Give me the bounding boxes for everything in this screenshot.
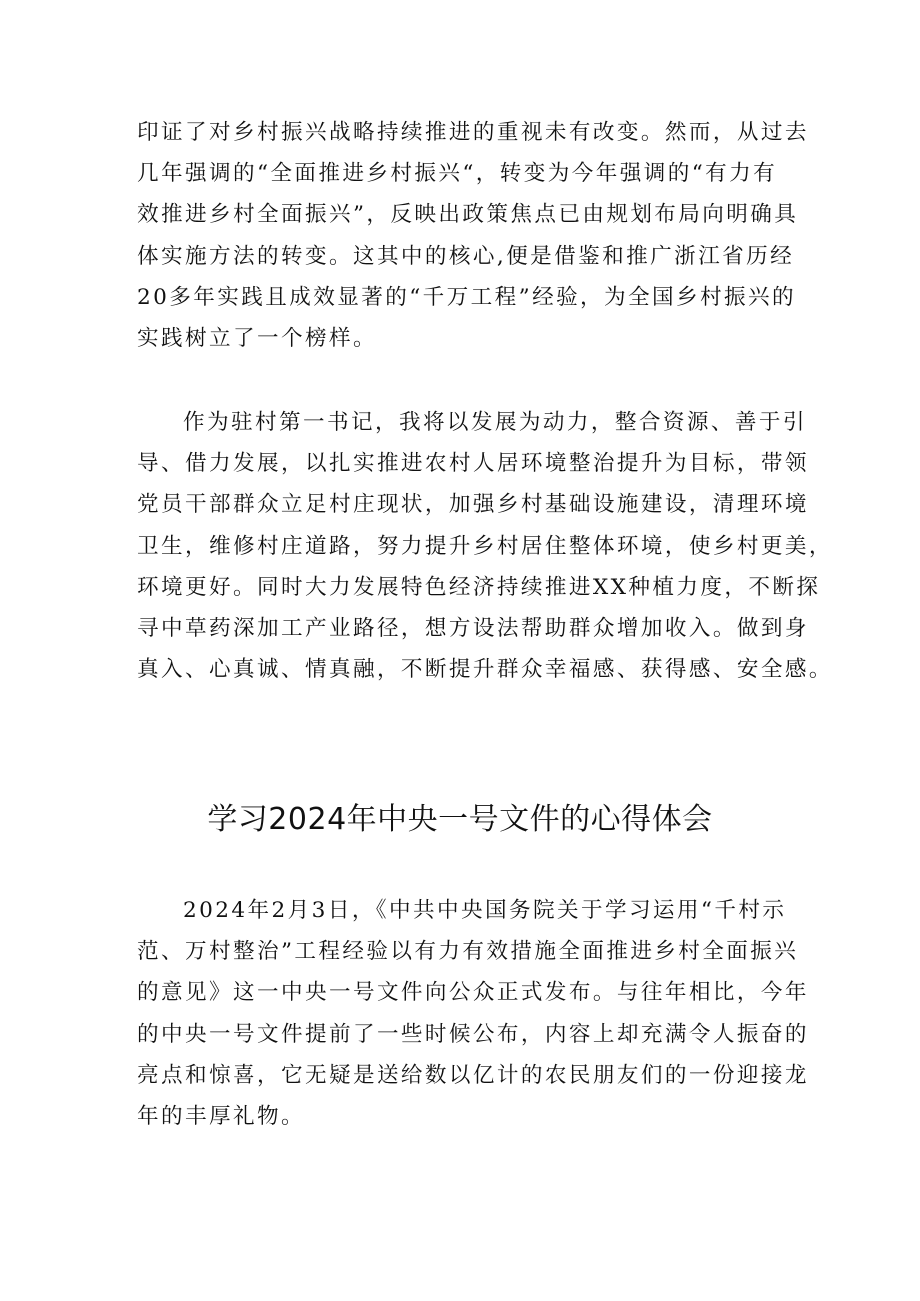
paragraph-3-line-2: 范、万村整治”工程经验以有力有效措施全面推进乡村全面振兴 bbox=[137, 939, 799, 965]
paragraph-1-line-2: 几年强调的“全面推进乡村振兴“，转变为今年强调的“有力有 bbox=[137, 161, 778, 187]
paragraph-2-line-6: 寻中草药深加工产业路径，想方设法帮助群众增加收入。做到身 bbox=[137, 615, 809, 641]
paragraph-3 bbox=[137, 890, 809, 1137]
paragraph-1-line-1: 印证了对乡村振兴战略持续推进的重视未有改变。然而，从过去 bbox=[137, 120, 809, 145]
paragraph-3-line-3: 的意见》这一中央一号文件向公众正式发布。与往年相比，今年 bbox=[137, 980, 809, 1006]
section-title: 学习2024年中央一号文件的心得体会 bbox=[207, 802, 713, 837]
paragraph-2 bbox=[137, 402, 833, 690]
paragraph-2-line-4: 卫生，维修村庄道路，努力提升乡村居住整体环境，使乡村更美， bbox=[137, 533, 833, 559]
paragraph-1 bbox=[137, 112, 809, 359]
paragraph-3-line-4: 的中央一号文件提前了一些时候公布，内容上却充满令人振奋的 bbox=[137, 1021, 809, 1047]
paragraph-1-line-4: 体实施方法的转变。这其中的核心,便是借鉴和推广浙江省历经 bbox=[137, 243, 795, 269]
paragraph-2-line-2: 导、借力发展，以扎实推进农村人居环境整治提升为目标，带领 bbox=[137, 451, 809, 477]
paragraph-2-line-1: 作为驻村第一书记，我将以发展为动力，整合资源、善于引 bbox=[183, 410, 807, 435]
paragraph-1-line-6: 实践树立了一个榜样。 bbox=[137, 325, 377, 351]
paragraph-3-line-1: 2024年2月3日，《中共中央国务院关于学习运用“千村示 bbox=[183, 898, 787, 923]
paragraph-2-line-5: 环境更好。同时大力发展特色经济持续推进XX种植力度，不断探 bbox=[137, 574, 821, 600]
paragraph-3-line-6: 年的丰厚礼物。 bbox=[137, 1103, 305, 1129]
paragraph-2-line-7: 真入、心真诚、情真融，不断提升群众幸福感、获得感、安全感。 bbox=[137, 657, 833, 683]
paragraph-3-line-5: 亮点和惊喜，它无疑是送给数以亿计的农民朋友们的一份迎接龙 bbox=[137, 1062, 809, 1088]
paragraph-1-line-5: 20多年实践且成效显著的“千万工程”经验，为全国乡村振兴的 bbox=[137, 284, 797, 310]
paragraph-2-line-3: 党员干部群众立足村庄现状，加强乡村基础设施建设，清理环境 bbox=[137, 492, 809, 518]
paragraph-1-line-3: 效推进乡村全面振兴”，反映出政策焦点已由规划布局向明确具 bbox=[137, 202, 799, 228]
